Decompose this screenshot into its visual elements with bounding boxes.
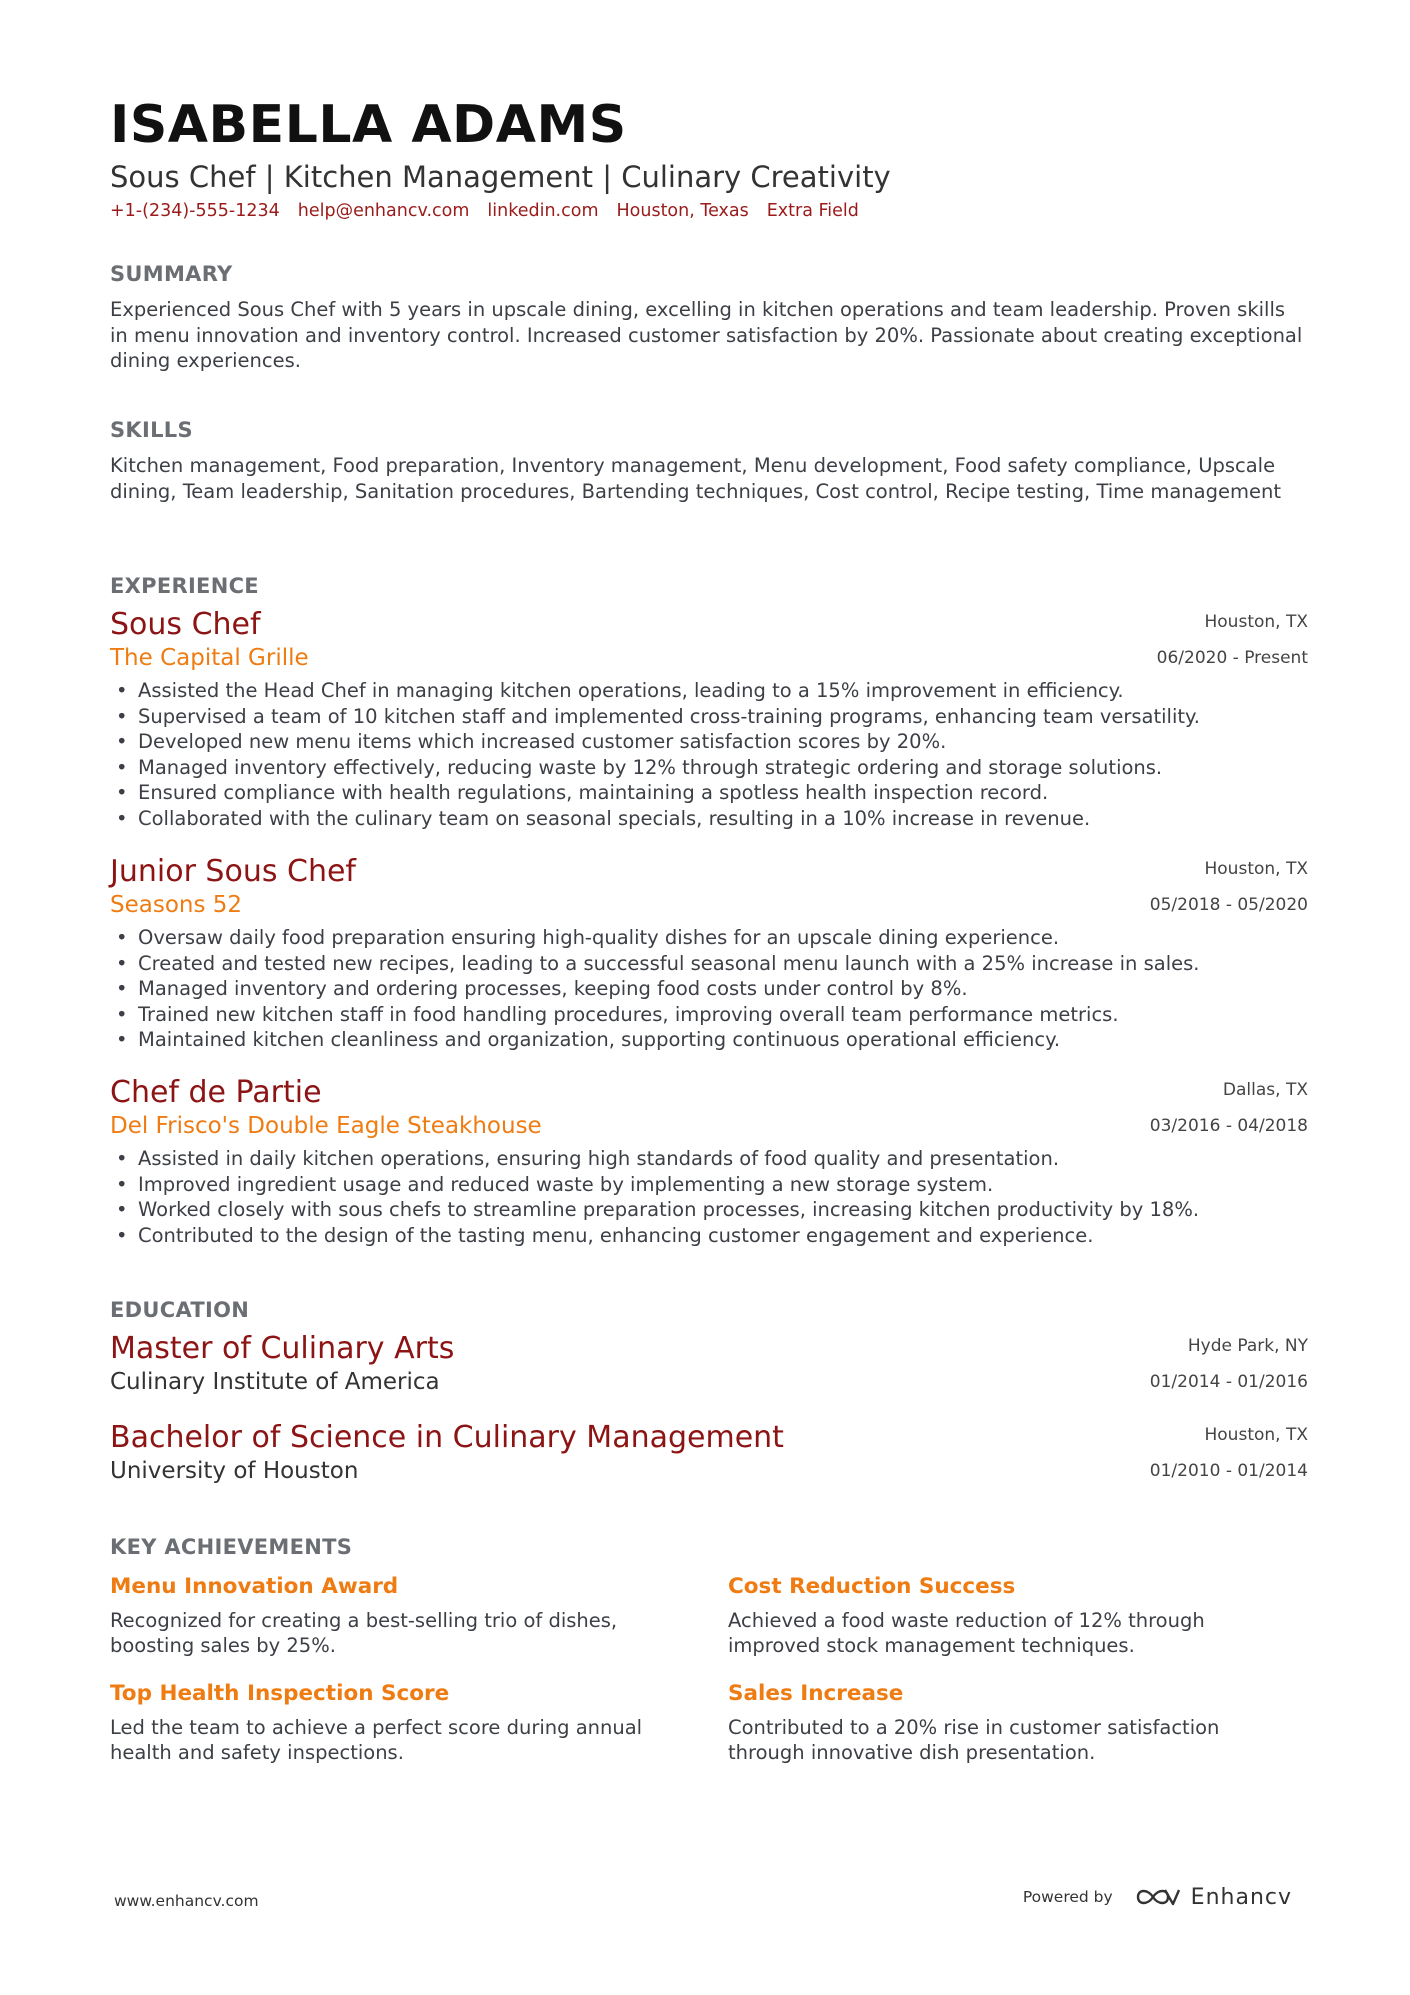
education-item [110, 1332, 1308, 1396]
school-location: Hyde Park, NY [1187, 1336, 1308, 1356]
extra-field: Extra Field [766, 200, 859, 221]
school-name: Culinary Institute of America [110, 1368, 440, 1395]
summary-heading: SUMMARY [110, 262, 233, 286]
resume-page [110, 95, 1308, 1765]
school-name: University of Houston [110, 1457, 359, 1484]
enhancv-logo-icon [1135, 1884, 1181, 1910]
job-title: Sous Chef [110, 607, 261, 642]
bullet-item: • Trained new kitchen staff in food handling procedures, improving overall team performance metrics. [138, 1002, 1308, 1028]
bullet-item: • Supervised a team of 10 kitchen staff and implemented cross-training programs, enhancing team versatility. [138, 704, 1308, 730]
summary-section [110, 262, 1308, 374]
job-location: Houston, TX [1204, 859, 1308, 879]
job-bullets [110, 678, 1308, 831]
linkedin-link[interactable]: linkedin.com [487, 200, 599, 221]
job-bullets [110, 1146, 1308, 1248]
school-dates: 01/2010 - 01/2014 [1149, 1461, 1308, 1481]
phone-link[interactable]: +1-(234)-555-1234 [110, 200, 280, 221]
achievements-heading: KEY ACHIEVEMENTS [110, 1535, 353, 1559]
job-title: Chef de Partie [110, 1075, 322, 1110]
achievement-desc: Achieved a food waste reduction of 12% through improved stock management techniques. [728, 1608, 1205, 1658]
headline: Sous Chef | Kitchen Management | Culinary Creativity [110, 159, 891, 194]
school-dates: 01/2014 - 01/2016 [1149, 1372, 1308, 1392]
company-name: The Capital Grille [110, 644, 309, 671]
achievement-item [110, 1574, 670, 1659]
achievement-item [110, 1681, 670, 1766]
job-location: Houston, TX [1204, 612, 1308, 632]
job-dates: 03/2016 - 04/2018 [1149, 1116, 1308, 1136]
experience-item [110, 608, 1308, 831]
bullet-item: • Collaborated with the culinary team on seasonal specials, resulting in a 10% increase in revenue. [138, 806, 1308, 832]
experience-heading: EXPERIENCE [110, 574, 259, 598]
bullet-item: • Oversaw daily food preparation ensuring high-quality dishes for an upscale dining experience. [138, 925, 1308, 951]
skills-heading: SKILLS [110, 418, 193, 442]
degree-title: Bachelor of Science in Culinary Management [110, 1420, 784, 1455]
bullet-item: • Developed new menu items which increased customer satisfaction scores by 20%. [138, 729, 1308, 755]
achievement-desc: Contributed to a 20% rise in customer satisfaction through innovative dish presentation. [728, 1715, 1220, 1765]
brand-logo[interactable] [1135, 1884, 1292, 1910]
summary-text: Experienced Sous Chef with 5 years in upscale dining, excelling in kitchen operations and team leadership. Proven skills in menu innovation and inventory control. Increased customer satisfaction by 20%. Passionate about creating exceptional dining experiences. [110, 298, 1303, 372]
job-dates: 05/2018 - 05/2020 [1149, 895, 1308, 915]
achievement-item [728, 1681, 1288, 1766]
email-link[interactable]: help@enhancv.com [297, 200, 470, 221]
skills-section [110, 418, 1308, 504]
achievement-title: Sales Increase [728, 1681, 904, 1706]
achievement-title: Top Health Inspection Score [110, 1681, 450, 1706]
bullet-item: • Managed inventory and ordering processes, keeping food costs under control by 8%. [138, 976, 1308, 1002]
bullet-item: • Worked closely with sous chefs to streamline preparation processes, increasing kitchen productivity by 18%. [138, 1197, 1308, 1223]
education-item [110, 1421, 1308, 1485]
education-heading: EDUCATION [110, 1298, 250, 1322]
company-name: Del Frisco's Double Eagle Steakhouse [110, 1112, 542, 1139]
bullet-item: • Managed inventory effectively, reducing waste by 12% through strategic ordering and storage solutions. [138, 755, 1308, 781]
footer-branding [1023, 1884, 1292, 1910]
degree-title: Master of Culinary Arts [110, 1331, 455, 1366]
company-name: Seasons 52 [110, 891, 243, 918]
skills-text: Kitchen management, Food preparation, Inventory management, Menu development, Food safety compliance, Upscale dining, Team leadership, Sanitation procedures, Bartending techniques, Cost control, Recipe testing, Time management [110, 454, 1281, 503]
achievement-title: Cost Reduction Success [728, 1574, 1016, 1599]
bullet-item: • Assisted in daily kitchen operations, ensuring high standards of food quality and presentation. [138, 1146, 1308, 1172]
powered-by-text: Powered by [1022, 1888, 1113, 1906]
candidate-name: ISABELLA ADAMS [110, 95, 627, 155]
location-text: Houston, Texas [616, 200, 749, 221]
bullet-item: • Assisted the Head Chef in managing kitchen operations, leading to a 15% improvement in efficiency. [138, 678, 1308, 704]
job-bullets [110, 925, 1308, 1053]
job-dates: 06/2020 - Present [1156, 648, 1308, 668]
achievement-desc: Recognized for creating a best-selling trio of dishes, boosting sales by 25%. [110, 1608, 618, 1658]
experience-item [110, 855, 1308, 1053]
job-location: Dallas, TX [1222, 1080, 1308, 1100]
school-location: Houston, TX [1204, 1425, 1308, 1445]
achievement-title: Menu Innovation Award [110, 1574, 399, 1599]
bullet-item: • Improved ingredient usage and reduced waste by implementing a new storage system. [138, 1172, 1308, 1198]
brand-name: Enhancv [1190, 1884, 1292, 1910]
job-title: Junior Sous Chef [110, 854, 356, 889]
bullet-item: • Created and tested new recipes, leading to a successful seasonal menu launch with a 25% increase in sales. [138, 951, 1308, 977]
bullet-item: • Contributed to the design of the tasting menu, enhancing customer engagement and experience. [138, 1223, 1308, 1249]
achievement-desc: Led the team to achieve a perfect score during annual health and safety inspections. [110, 1715, 643, 1765]
bullet-item: • Ensured compliance with health regulations, maintaining a spotless health inspection record. [138, 780, 1308, 806]
experience-item [110, 1076, 1308, 1248]
contact-row [110, 201, 1308, 221]
achievement-item [728, 1574, 1288, 1659]
bullet-item: • Maintained kitchen cleanliness and organization, supporting continuous operational efficiency. [138, 1027, 1308, 1053]
footer-website-link[interactable]: www.enhancv.com [114, 1892, 259, 1910]
